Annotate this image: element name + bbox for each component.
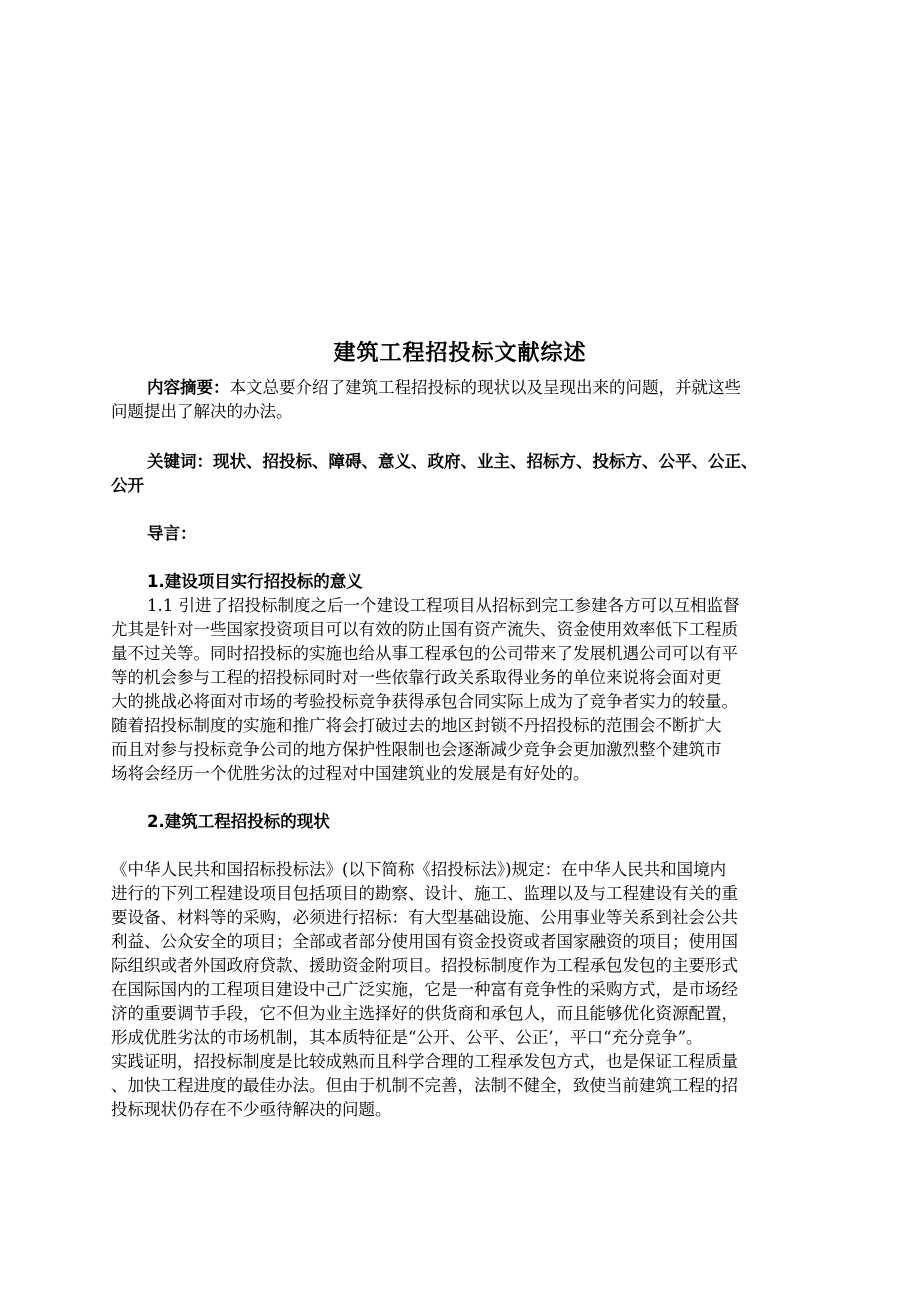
section-2-line: 际组织或者外国政府贷款、援助资金附项目。招投标制度作为工程承包发包的主要形式	[111, 956, 738, 975]
section-1-line: 大的挑战必将面对市场的考验投标竞争获得承包合同实际上成为了竞争者实力的较量。	[111, 692, 738, 711]
keywords-line-2: 公开	[111, 476, 144, 495]
section-2-line: 利益、公众安全的项目；全部或者部分使用国有资金投资或者国家融资的项目；使用国	[111, 932, 738, 951]
section-1-line: 尤其是针对一些国家投资项目可以有效的防止国有资产流失、资金使用效率低下工程质	[111, 620, 738, 639]
page-title: 建筑工程招投标文献综述	[333, 341, 587, 366]
section-2-line: 形成优胜劣汰的市场机制，其本质特征是“公开、公平、公正’，平口“充分竞争”。	[111, 1028, 703, 1047]
section-2-line: 投标现状仍存在不少亟待解决的问题。	[111, 1100, 392, 1119]
abstract-text-line-2: 问题提出了解决的办法。	[111, 402, 293, 421]
section-2-heading: 2.建筑工程招投标的现状	[147, 812, 330, 831]
section-2-line: 济的重要调节手段，它不但为业主选择好的供货商和承包人，而且能够优化资源配置，	[111, 1004, 738, 1023]
section-1-line: 随着招投标制度的实施和推广将会打破过去的地区封锁不丹招投标的范围会不断扩大	[111, 716, 722, 735]
section-2-line: 在国际国内的工程项目建设中己广泛实施，它是一种富有竞争性的采购方式，是市场经	[111, 980, 738, 999]
section-2-line: 要设备、材料等的采购，必须进行招标：有大型基础设施、公用事业等关系到社会公共	[111, 908, 738, 927]
section-2-body	[111, 858, 823, 1122]
abstract-text-line-1: 本文总要介绍了建筑工程招投标的现状以及呈现出来的问题，并就这些	[229, 378, 741, 397]
section-1-line: 场将会经历一个优胜劣汰的过程对中国建筑业的发展是有好处的。	[111, 764, 590, 783]
section-1-line: 等的机会参与工程的招投标同时对一些依靠行政关系取得业务的单位来说将会面对更	[111, 668, 722, 687]
section-1-line: 量不过关等。同时招投标的实施也给从事工程承包的公司带来了发展机遇公司可以有平	[111, 644, 738, 663]
section-1-line: 1.1 引进了招投标制度之后一个建设工程项目从招标到完工参建各方可以互相监督	[147, 596, 740, 615]
section-1-body	[111, 594, 823, 786]
abstract-paragraph	[147, 376, 741, 400]
section-2-line: 《中华人民共和国招标投标法》(以下简称《招投标法》)规定：在中华人民共和国境内	[111, 860, 727, 879]
section-2-line: 进行的下列工程建设项目包括项目的勘察、设计、施工、监理以及与工程建设有关的重	[111, 884, 738, 903]
section-1-line: 而且对参与投标竞争公司的地方保护性限制也会逐渐减少竞争会更加激烈整个建筑市	[111, 740, 722, 759]
section-2-line: 、加快工程进度的最佳办法。但由于机制不完善，法制不健全，致使当前建筑工程的招	[111, 1076, 738, 1095]
intro-label: 导言：	[147, 524, 197, 543]
keywords-line-1: 关键词：现状、招投标、障碍、意义、政府、业主、招标方、投标方、公平、公正、	[147, 452, 758, 471]
section-1-heading: 1.建设项目实行招投标的意义	[147, 572, 363, 591]
abstract-label: 内容摘要：	[147, 378, 230, 397]
section-2-line: 实践证明，招投标制度是比较成熟而且科学合理的工程承发包方式，也是保证工程质量	[111, 1052, 738, 1071]
